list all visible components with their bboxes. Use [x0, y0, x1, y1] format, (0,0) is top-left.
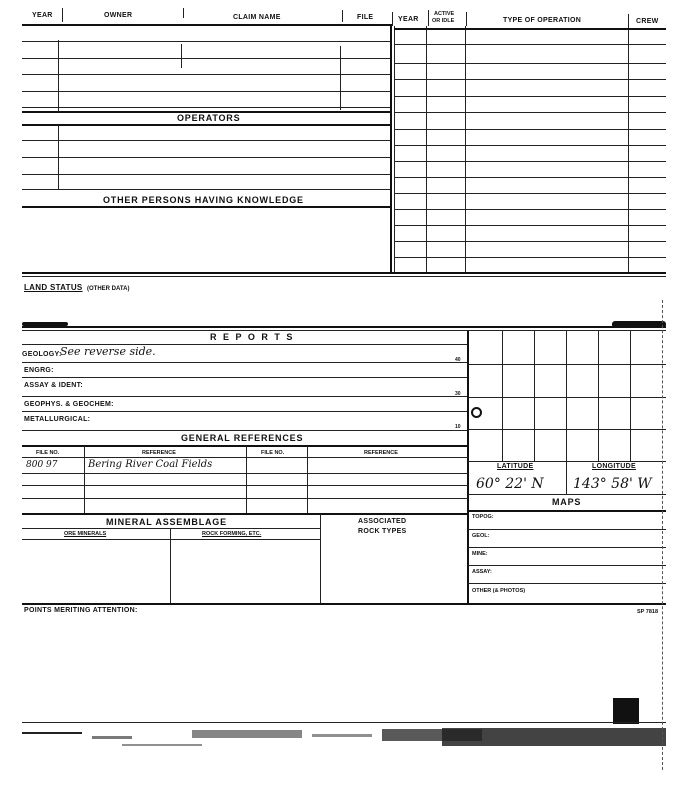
header-divider — [628, 14, 629, 28]
geophys-geochem-label: GEOPHYS. & GEOCHEM: — [24, 401, 114, 408]
row-line — [22, 430, 468, 431]
col-line — [58, 125, 59, 190]
col-line — [170, 529, 171, 603]
row-line — [394, 112, 666, 113]
grid-row — [468, 364, 666, 365]
row-line — [394, 257, 666, 258]
header-divider — [392, 12, 393, 26]
ref-col-reference: REFERENCE — [142, 450, 176, 456]
longitude-value: 143° 58' W — [573, 476, 652, 492]
form-number: SP 7818 — [637, 609, 659, 615]
col-header-crew: CREW — [636, 18, 659, 25]
row-line — [394, 241, 666, 242]
rock-types-heading: ROCK TYPES — [358, 528, 407, 535]
margin-number-40: 40 — [455, 357, 461, 363]
col-header-claim-name: CLAIM NAME — [233, 14, 281, 21]
other-persons-heading: OTHER PERSONS HAVING KNOWLEDGE — [103, 195, 304, 205]
reports-heading: R E P O R T S — [210, 332, 295, 342]
header-divider — [62, 8, 63, 22]
row-line — [468, 529, 666, 530]
row-line — [22, 189, 392, 190]
header-divider — [428, 10, 429, 26]
col-header-type-of-operation: TYPE OF OPERATION — [503, 17, 582, 24]
grid-col — [598, 331, 599, 461]
maps-mine-label: MINE: — [472, 551, 488, 557]
table-bottom-line — [22, 272, 666, 274]
grid-row — [468, 461, 666, 462]
ref-col-file-no: FILE NO. — [36, 450, 60, 456]
points-meriting-attention-label: POINTS MERITING ATTENTION: — [24, 607, 138, 614]
col-line — [566, 462, 567, 494]
col-line — [246, 446, 247, 514]
row-line — [394, 96, 666, 97]
grid-col — [534, 331, 535, 461]
col-header-year-2: YEAR — [398, 16, 419, 23]
assay-ident-label: ASSAY & IDENT: — [24, 382, 84, 389]
ore-minerals-label: ORE MINERALS — [64, 531, 107, 537]
row-line — [22, 445, 468, 447]
grid-row — [468, 429, 666, 430]
grid-col — [630, 331, 631, 461]
row-line — [394, 193, 666, 194]
col-line — [181, 44, 182, 68]
row-line — [22, 485, 468, 486]
grid-col — [502, 331, 503, 461]
col-header-active: ACTIVE — [434, 11, 455, 17]
col-line — [84, 446, 85, 514]
col-line — [320, 514, 321, 603]
col-line — [628, 30, 629, 274]
punch-hole-circle — [471, 407, 482, 418]
row-line — [22, 174, 392, 175]
row-line — [22, 377, 468, 378]
scan-black-square — [613, 698, 639, 724]
scan-line — [22, 722, 666, 723]
row-line — [22, 157, 392, 158]
row-line — [22, 58, 392, 59]
header-divider — [342, 10, 343, 22]
row-line — [394, 177, 666, 178]
row-line — [22, 457, 468, 458]
geology-label: GEOLOGY: — [22, 351, 62, 358]
operators-heading: OPERATORS — [177, 113, 241, 123]
latitude-label: LATITUDE — [497, 463, 534, 470]
header-divider — [183, 8, 184, 18]
row-line — [22, 107, 392, 108]
maps-geol-label: GEOL: — [472, 533, 490, 539]
row-line — [394, 79, 666, 80]
reports-top-line — [22, 330, 666, 331]
right-grid-border — [467, 331, 469, 603]
row-line — [22, 411, 468, 412]
grid-row — [468, 397, 666, 398]
row-line — [394, 145, 666, 146]
maps-assay-label: ASSAY: — [472, 569, 492, 575]
ref-row1-reference: Bering River Coal Fields — [88, 459, 213, 470]
row-line — [394, 28, 666, 30]
row-line — [22, 74, 392, 75]
row-line — [22, 91, 392, 92]
scan-edge — [662, 300, 663, 770]
row-line — [394, 225, 666, 226]
row-line — [394, 209, 666, 210]
row-line — [394, 44, 666, 45]
ref-row1-file-no: 800 97 — [26, 460, 58, 470]
col-line — [307, 446, 308, 514]
row-line — [468, 510, 666, 512]
land-status-label: LAND STATUS — [24, 283, 83, 292]
col-header-or-idle: OR IDLE — [432, 18, 455, 24]
col-header-year: YEAR — [32, 12, 53, 19]
row-line — [22, 528, 320, 529]
header-divider — [466, 12, 467, 26]
latitude-value: 60° 22' N — [476, 476, 544, 492]
row-line — [22, 498, 468, 499]
row-line — [468, 583, 666, 584]
geology-value: See reverse side. — [60, 345, 156, 358]
row-line — [22, 24, 392, 26]
grid-col — [566, 331, 567, 461]
row-line — [22, 603, 666, 605]
general-references-heading: GENERAL REFERENCES — [181, 433, 304, 443]
row-line — [394, 161, 666, 162]
row-line — [468, 547, 666, 548]
scan-noise-band — [22, 726, 666, 752]
land-status — [24, 277, 129, 295]
reports-top-line — [22, 326, 666, 328]
row-line — [22, 539, 320, 540]
row-line — [22, 473, 468, 474]
row-line — [22, 362, 468, 363]
row-line — [22, 124, 392, 126]
right-block-border — [390, 26, 392, 274]
row-line — [22, 396, 468, 397]
col-line — [58, 40, 59, 112]
land-status-sub: (OTHER DATA) — [87, 286, 130, 292]
ref-col-file-no-2: FILE NO. — [261, 450, 285, 456]
engrg-label: ENGRG: — [24, 367, 54, 374]
longitude-label: LONGITUDE — [592, 463, 636, 470]
row-line — [22, 41, 392, 42]
row-line — [22, 140, 392, 141]
maps-other-label: OTHER (& PHOTOS) — [472, 588, 526, 594]
row-line — [22, 206, 392, 208]
metallurgical-label: METALLURGICAL: — [24, 416, 91, 423]
col-header-file: FILE — [357, 14, 374, 21]
associated-heading: ASSOCIATED — [358, 518, 407, 525]
margin-number-30: 30 — [455, 391, 461, 397]
col-line — [340, 46, 341, 110]
mineral-assemblage-heading: MINERAL ASSEMBLAGE — [106, 517, 227, 527]
rock-forming-label: ROCK FORMING, ETC. — [202, 531, 262, 537]
row-line — [394, 63, 666, 64]
ref-col-reference-2: REFERENCE — [364, 450, 398, 456]
row-line — [468, 494, 666, 495]
row-line — [394, 129, 666, 130]
col-header-owner: OWNER — [104, 12, 133, 19]
maps-topog-label: TOPOG: — [472, 514, 494, 520]
margin-number-10: 10 — [455, 424, 461, 430]
row-line — [468, 565, 666, 566]
row-line — [22, 513, 468, 515]
maps-heading: MAPS — [552, 497, 582, 507]
